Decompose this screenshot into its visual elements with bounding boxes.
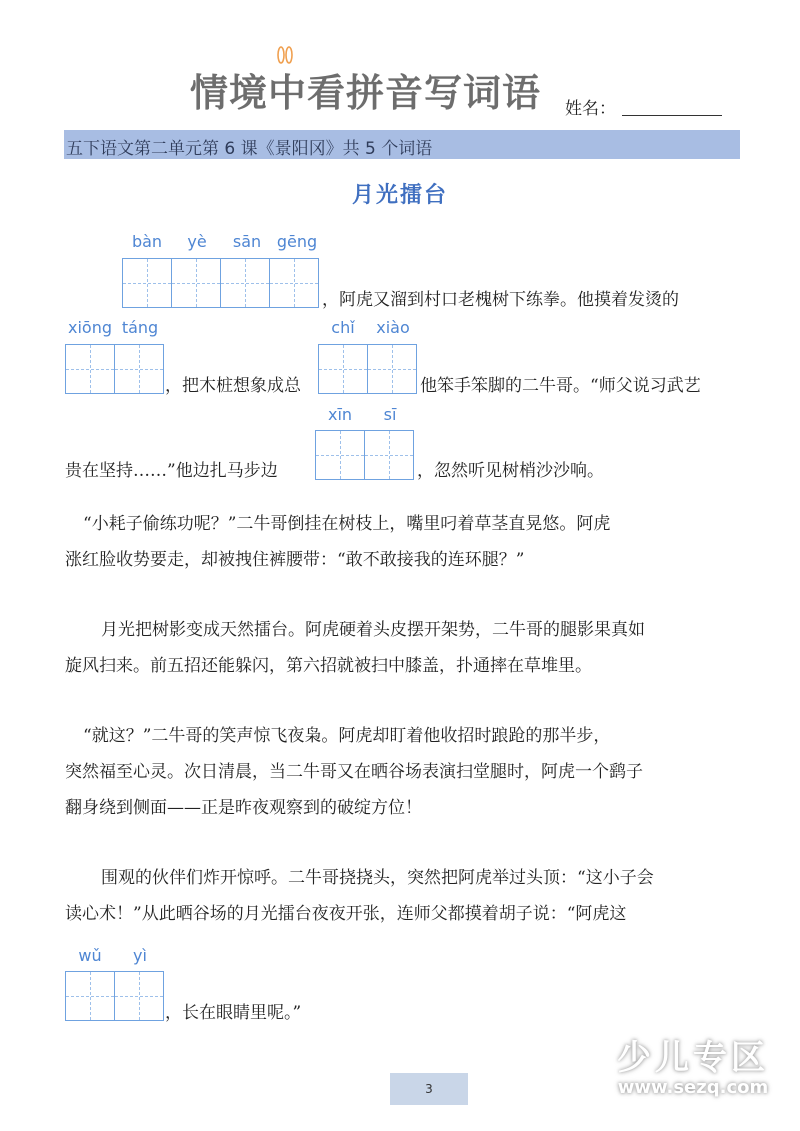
answer-grid-1[interactable] [122, 258, 319, 308]
pinyin-label: chǐ [331, 318, 355, 337]
pinyin-label: sī [383, 405, 397, 424]
writing-cell[interactable] [65, 971, 115, 1021]
answer-grid-3[interactable] [318, 344, 417, 394]
writing-cell[interactable] [315, 430, 365, 480]
paragraph-2 [65, 506, 745, 578]
paragraph-line: 旋风扫来。前五招还能躲闪，第六招就被扫中膝盖，扑通摔在草堆里。 [65, 656, 592, 676]
pinyin-label: sān [232, 232, 262, 251]
writing-cell[interactable] [221, 258, 270, 308]
paragraph-line: 涨红脸收势要走，却被拽住裤腰带：“敢不敢接我的连环腿？” [65, 550, 525, 570]
paragraph-line: 读心术！”从此晒谷场的月光擂台夜夜开张，连师父都摸着胡子说：“阿虎这 [65, 904, 627, 924]
site-watermark [608, 1030, 778, 1098]
writing-cell[interactable] [270, 258, 319, 308]
answer-grid-5[interactable] [65, 971, 164, 1021]
lesson-info: 五下语文第二单元第 6 课《景阳冈》共 5 个词语 [66, 139, 433, 159]
answer-grid-2[interactable] [65, 344, 164, 394]
writing-cell[interactable] [365, 430, 414, 480]
pinyin-label: xiōng [68, 318, 112, 337]
pinyin-label: táng [121, 318, 159, 337]
pinyin-label: wǔ [78, 946, 102, 965]
name-blank-line[interactable] [622, 115, 722, 116]
paragraph-line: 围观的伙伴们炸开惊呼。二牛哥挠挠头，突然把阿虎举过头顶：“这小子会 [101, 868, 654, 888]
pinyin-label: xīn [327, 405, 353, 424]
pinyin-label: gēng [276, 232, 318, 251]
page-number: 3 [390, 1073, 468, 1105]
story-text: 他笨手笨脚的二牛哥。“师父说习武艺 [420, 376, 701, 396]
paragraph-line: 突然福至心灵。次日清晨，当二牛哥又在晒谷场表演扫堂腿时，阿虎一个鹞子 [65, 762, 643, 782]
writing-cell[interactable] [65, 344, 115, 394]
worksheet-title: 情境中看拼音写词语 [190, 71, 542, 115]
name-label: 姓名： [565, 99, 616, 119]
paragraph-3 [65, 612, 745, 684]
pinyin-label: xiào [376, 318, 410, 337]
writing-cell[interactable] [122, 258, 172, 308]
pinyin-label: yì [133, 946, 147, 965]
watermark-logo-text: 少儿专区 [617, 1038, 769, 1078]
paragraph-line: 翻身绕到侧面——正是昨夜观察到的破绽方位！ [65, 798, 422, 818]
watermark-url: www.sezq.com [617, 1077, 769, 1098]
pinyin-label: yè [187, 232, 207, 251]
paragraph-line: “就这？”二牛哥的笑声惊飞夜枭。阿虎却盯着他收招时踉跄的那半步， [83, 726, 611, 746]
writing-cell[interactable] [172, 258, 221, 308]
paragraph-4 [65, 718, 745, 826]
writing-cell[interactable] [318, 344, 368, 394]
story-text: ，忽然听见树梢沙沙响。 [417, 461, 604, 481]
paragraph-line: “小耗子偷练功呢？”二牛哥倒挂在树枝上，嘴里叼着草茎直晃悠。阿虎 [83, 514, 611, 534]
story-text: ，阿虎又溜到村口老槐树下练拳。他摸着发烫的 [322, 290, 679, 310]
paragraph-line: 月光把树影变成天然擂台。阿虎硬着头皮摆开架势，二牛哥的腿影果真如 [101, 620, 645, 640]
pinyin-label: bàn [131, 232, 163, 251]
writing-cell[interactable] [115, 344, 164, 394]
writing-cell[interactable] [115, 971, 164, 1021]
answer-grid-4[interactable] [315, 430, 414, 480]
story-text: 贵在坚持……”他边扎马步边 [65, 461, 278, 481]
paragraph-5 [65, 860, 745, 932]
story-text: ，长在眼睛里呢。” [165, 1003, 302, 1023]
story-title: 月光擂台 [351, 182, 448, 208]
writing-cell[interactable] [368, 344, 417, 394]
story-text: ，把木桩想象成总 [165, 376, 301, 396]
